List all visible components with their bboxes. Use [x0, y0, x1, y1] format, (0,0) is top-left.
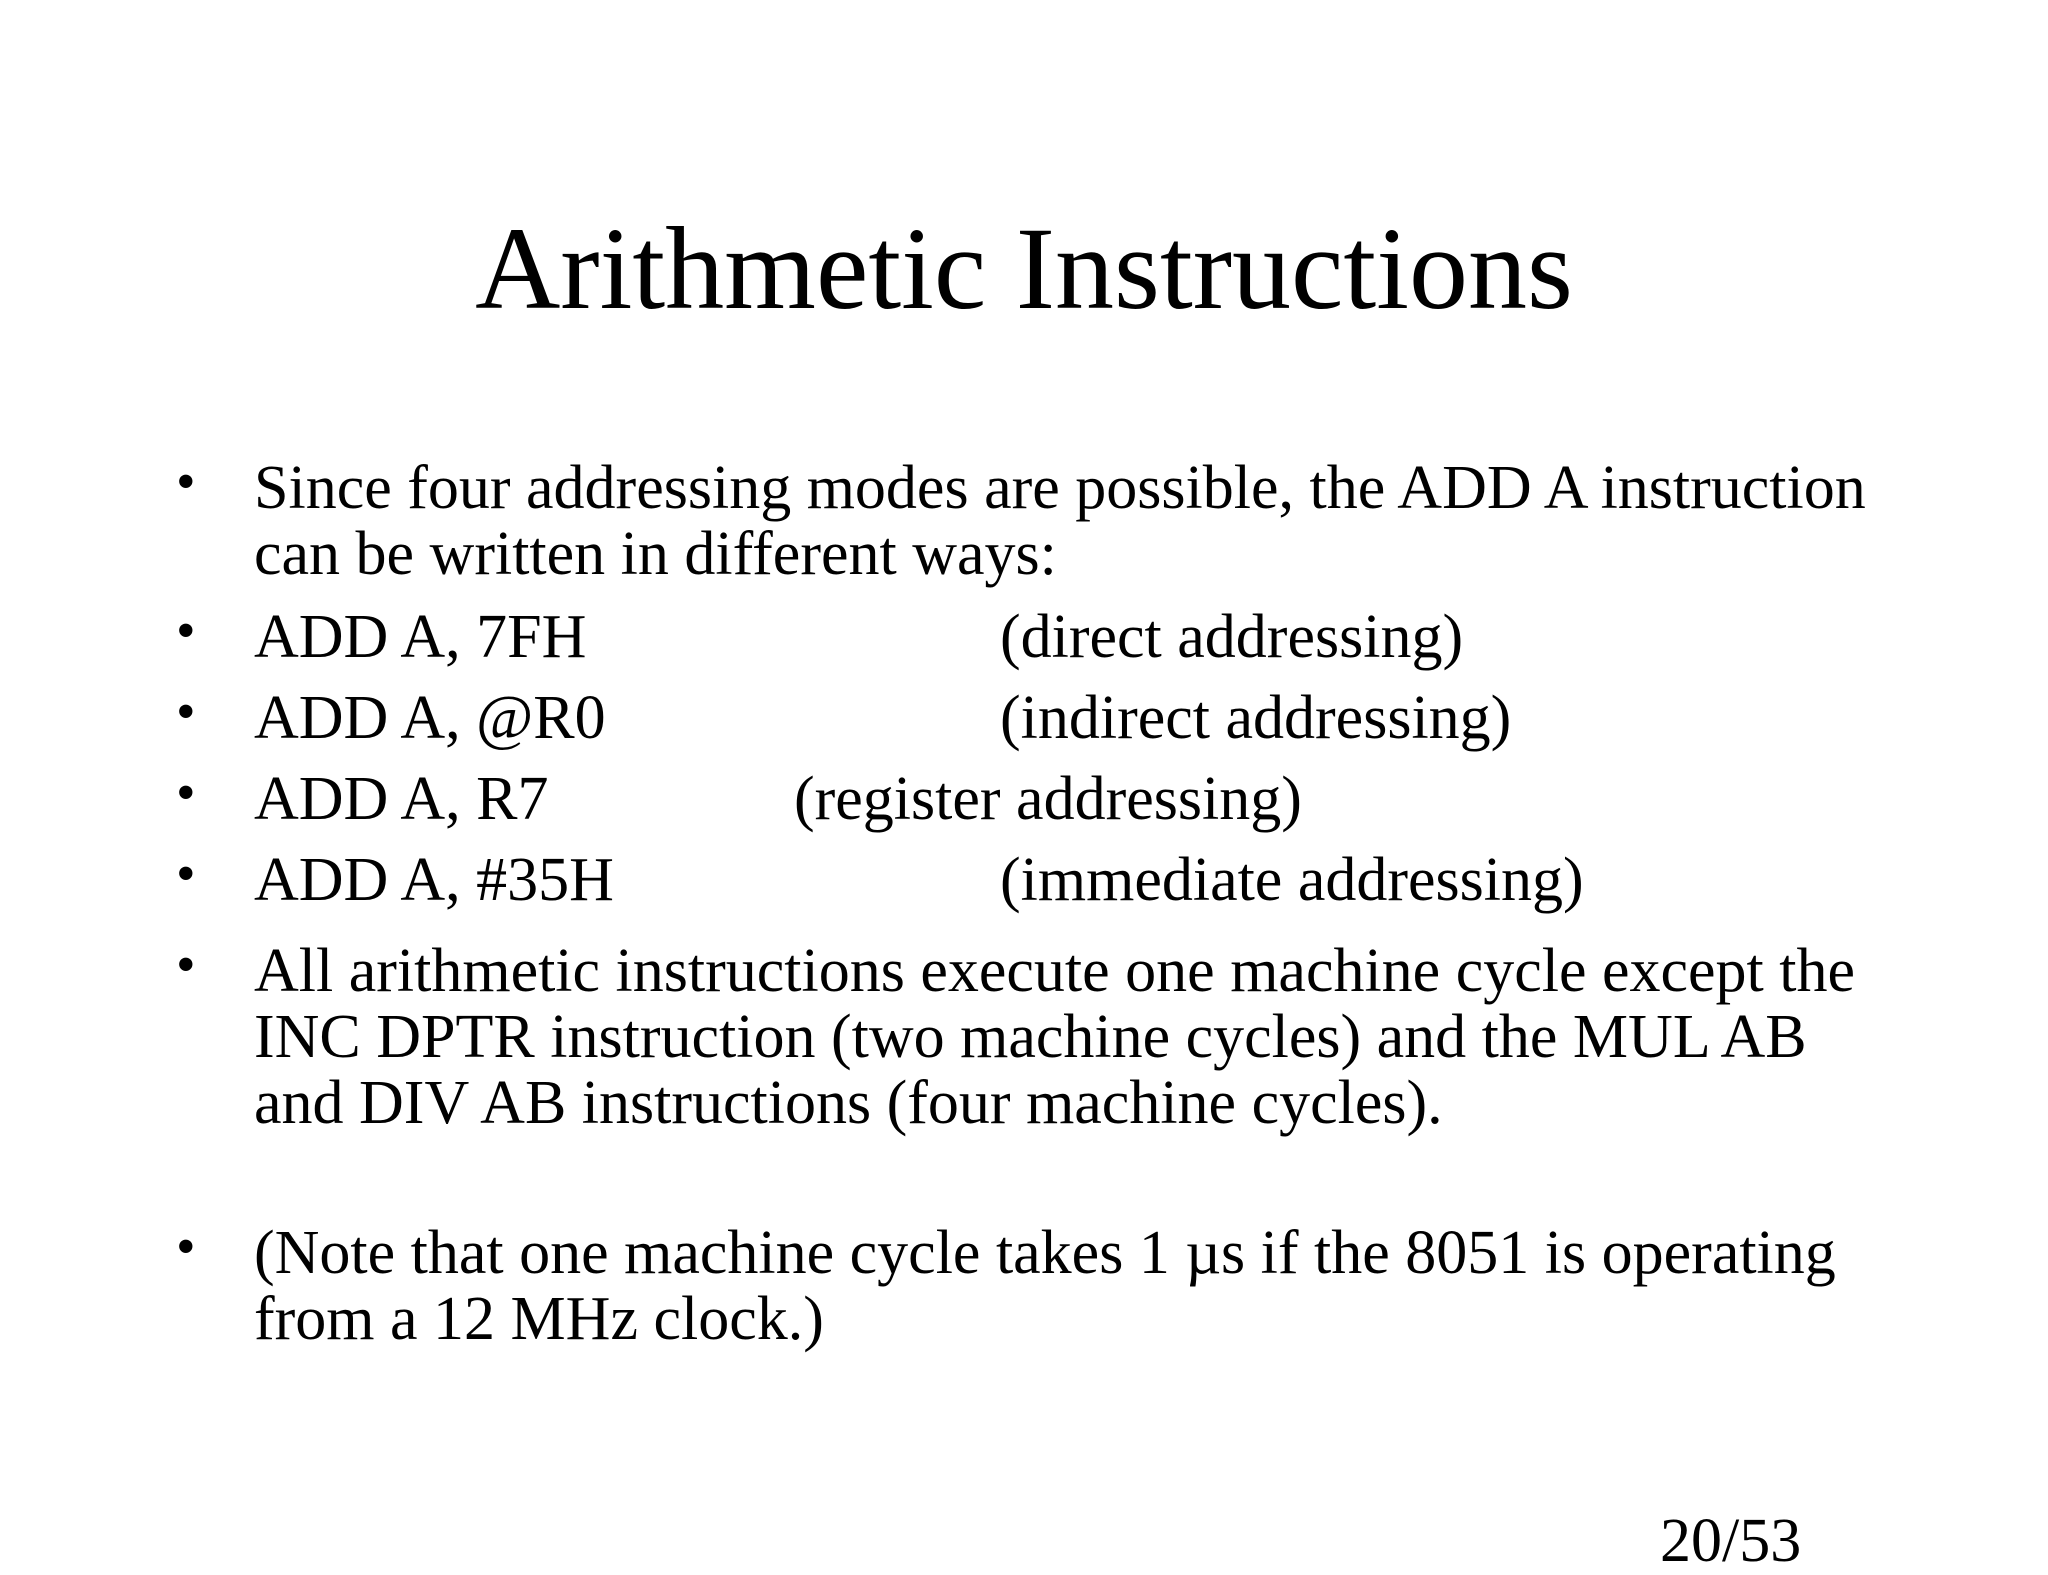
instruction-text: ADD A, @R0 — [254, 684, 606, 752]
bullet-text: (Note that one machine cycle takes 1 µs if the 8051 is operating from a 12 MHz clock.) — [254, 1219, 1836, 1353]
bullet-marker: • — [176, 762, 196, 824]
instruction-text: ADD A, R7 — [254, 765, 549, 833]
instruction-text: ADD A, 7FH — [254, 603, 587, 671]
addressing-mode-text: (indirect addressing) — [1000, 684, 1512, 752]
slide-title: Arithmetic Instructions — [475, 203, 1573, 334]
addressing-mode-text: (direct addressing) — [1000, 603, 1464, 671]
instruction-text: ADD A, #35H — [254, 846, 614, 914]
bullet-marker: • — [176, 843, 196, 905]
bullet-marker: • — [176, 451, 196, 513]
bullet-marker: • — [176, 600, 196, 662]
bullet-marker: • — [176, 681, 196, 743]
page-number: 20/53 — [1660, 1507, 1802, 1575]
bullet-marker: • — [176, 934, 196, 996]
bullet-marker: • — [176, 1216, 196, 1278]
addressing-mode-text: (register addressing) — [794, 765, 1302, 833]
bullet-text: Since four addressing modes are possible, the ADD A instruction can be written in different ways: — [254, 454, 1866, 588]
bullet-text: All arithmetic instructions execute one machine cycle except the INC DPTR instruction (two machine cycles) and the MUL AB and DIV AB instructions (four machine cycles). — [254, 937, 1856, 1137]
addressing-mode-text: (immediate addressing) — [1000, 846, 1584, 914]
